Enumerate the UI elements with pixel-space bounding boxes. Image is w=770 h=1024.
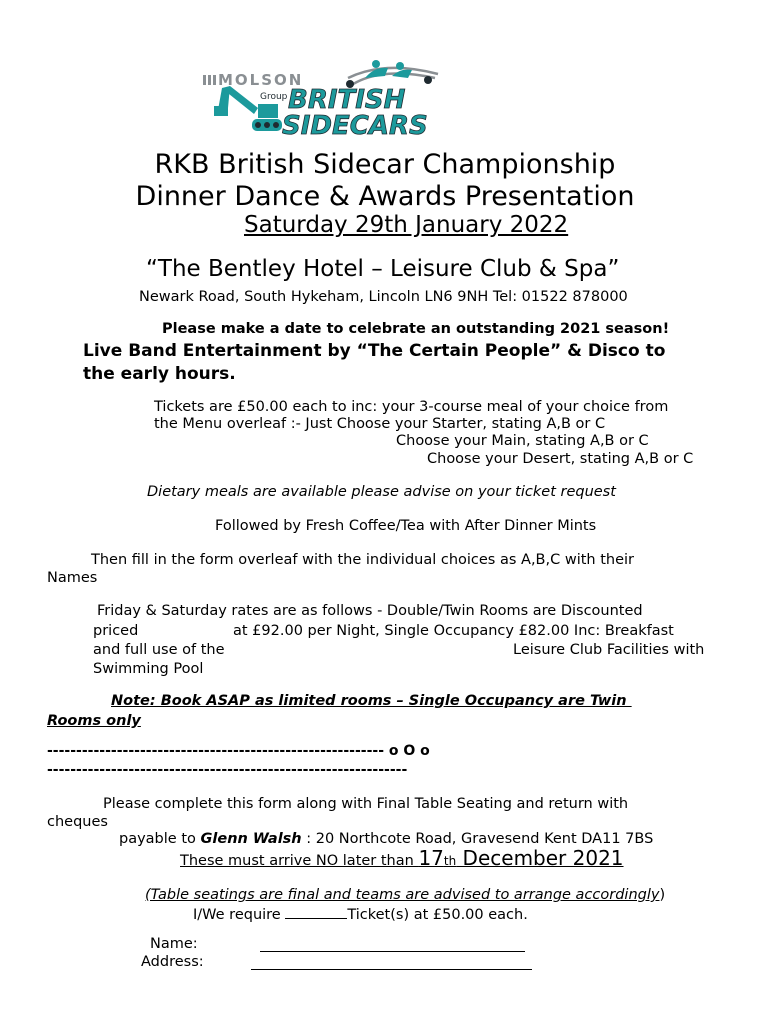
- name-field[interactable]: [260, 951, 525, 952]
- require-prefix: I/We require: [193, 907, 286, 923]
- tickets-line4: Choose your Desert, stating A,B or C: [427, 451, 694, 467]
- note-line1: Note: Book ASAP as limited rooms – Single Occupancy are Twin: [111, 693, 632, 709]
- deadline-suffix: th: [443, 854, 457, 868]
- return-line1: Please complete this form along with Final Table Seating and return with: [103, 796, 629, 812]
- require-line: [193, 904, 528, 925]
- rates-line2b: at £92.00 per Night, Single Occupancy £82.00 Inc: Breakfast: [233, 623, 674, 639]
- deadline-day: 17: [418, 846, 444, 870]
- address-label: Address:: [141, 954, 204, 970]
- tickets-line3: Choose your Main, stating A,B or C: [396, 433, 649, 449]
- venue-name: “The Bentley Hotel – Leisure Club & Spa”: [146, 256, 620, 282]
- logo-group-text: Group: [260, 92, 288, 102]
- seating-note-close: ): [659, 887, 666, 903]
- entertainment-line1: Live Band Entertainment by “The Certain People” & Disco to: [83, 341, 666, 361]
- rates-line2a: priced: [93, 623, 139, 639]
- logo-top-text: MOLSON: [218, 71, 304, 89]
- separator-line1: ---------------------------------------------------------- o O o: [47, 743, 430, 759]
- logo-line1: BRITISH: [288, 85, 406, 115]
- brand-logo: [200, 56, 445, 140]
- name-label: Name:: [150, 936, 198, 952]
- logo-line2: SIDECARS: [282, 111, 428, 140]
- dietary-note: Dietary meals are available please advise on your ticket request: [147, 484, 616, 500]
- separator-line2: --------------------------------------------------------------: [47, 762, 408, 778]
- return-line2: cheques: [47, 814, 108, 830]
- tickets-line1: Tickets are £50.00 each to inc: your 3-course meal of your choice from: [154, 399, 669, 415]
- form-note-line2: Names: [47, 570, 98, 586]
- rates-line3b: Leisure Club Facilities with: [513, 642, 705, 658]
- sidecar-logo-icon: [200, 56, 445, 140]
- payee-address: : 20 Northcote Road, Gravesend Kent DA11 7BS: [301, 831, 654, 847]
- require-suffix: Ticket(s) at £50.00 each.: [347, 907, 528, 923]
- tickets-line2: the Menu overleaf :- Just Choose your Starter, stating A,B or C: [154, 416, 606, 432]
- entertainment-line2: the early hours.: [83, 364, 236, 384]
- venue-address: Newark Road, South Hykeham, Lincoln LN6 9NH Tel: 01522 878000: [139, 289, 628, 305]
- deadline-month: December 2021: [456, 846, 624, 870]
- address-field[interactable]: [251, 969, 532, 970]
- coffee-note: Followed by Fresh Coffee/Tea with After Dinner Mints: [215, 518, 597, 534]
- deadline-prefix: These must arrive NO later than: [180, 853, 419, 869]
- rates-line3a: and full use of the: [93, 642, 225, 658]
- ticket-quantity-field[interactable]: [285, 904, 347, 919]
- form-note-line1: Then fill in the form overleaf with the individual choices as A,B,C with their: [91, 552, 634, 568]
- rates-line4: Swimming Pool: [93, 661, 204, 677]
- deadline: [180, 846, 624, 870]
- seating-note: [145, 886, 665, 905]
- seating-note-text: (Table seatings are final and teams are advised to arrange accordingly: [145, 887, 660, 903]
- event-title-line1: RKB British Sidecar Championship: [154, 149, 616, 180]
- payable-prefix: payable to: [119, 831, 201, 847]
- note-line2: Rooms only: [47, 713, 141, 729]
- payee-name: Glenn Walsh: [200, 831, 302, 847]
- promo-text: Please make a date to celebrate an outstanding 2021 season!: [162, 321, 670, 337]
- rates-line1: Friday & Saturday rates are as follows - Double/Twin Rooms are Discounted: [97, 603, 643, 619]
- event-title-line2: Dinner Dance & Awards Presentation: [135, 181, 635, 212]
- event-date: Saturday 29th January 2022: [244, 212, 569, 238]
